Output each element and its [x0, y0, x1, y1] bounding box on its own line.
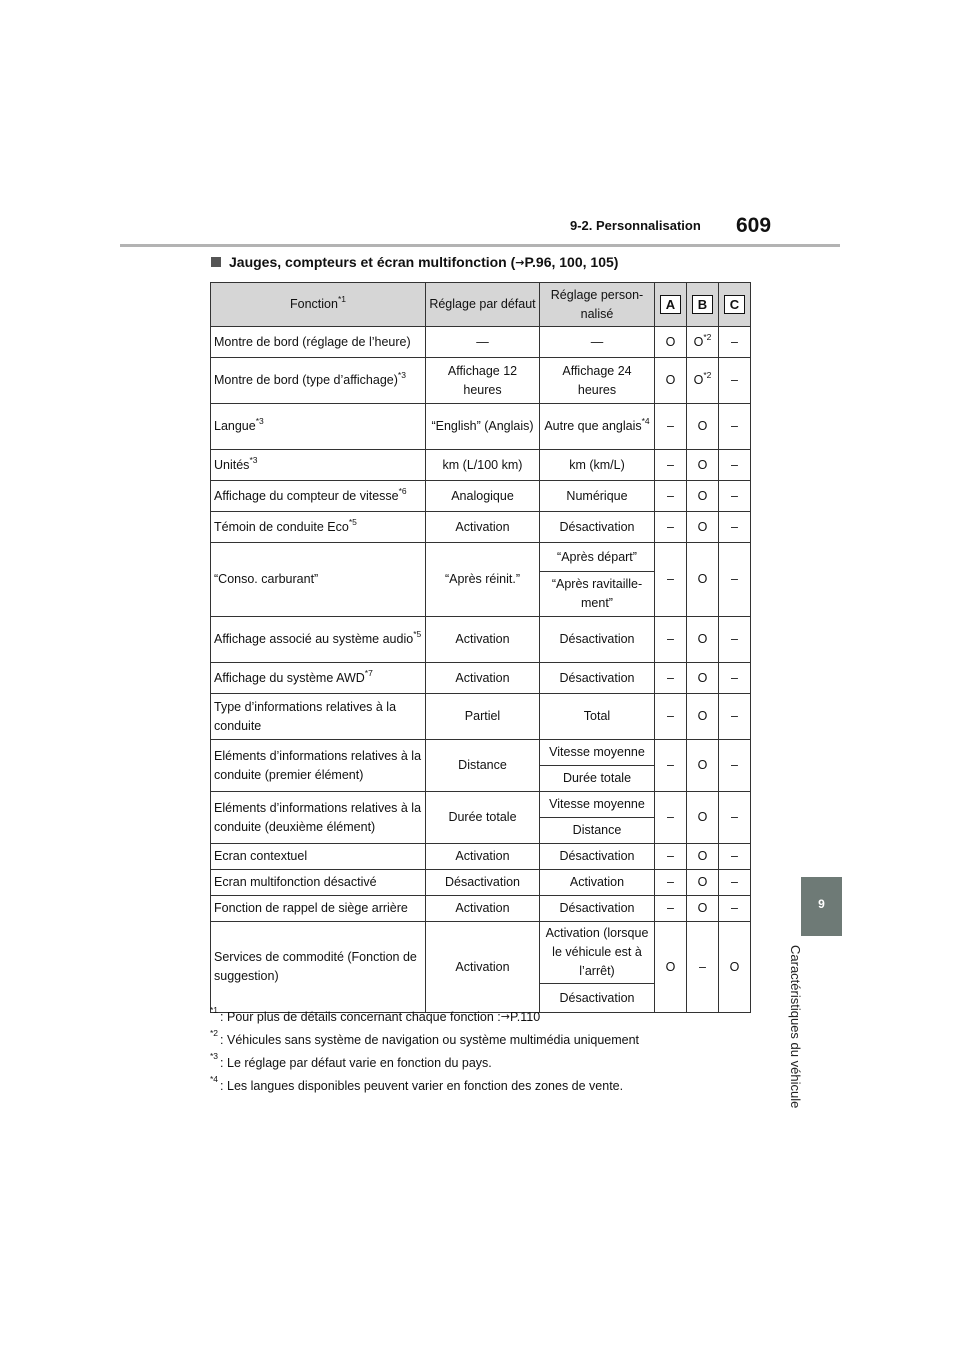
cell-function: Type d’informations relatives à la conduite	[211, 694, 426, 740]
cell-default: Activation	[426, 512, 540, 543]
cell-custom: Désactivation	[540, 896, 655, 922]
reference-arrow-icon: →	[515, 255, 525, 269]
reference-arrow-icon: →	[500, 1010, 511, 1023]
table-row	[211, 870, 751, 896]
table-row	[211, 543, 751, 572]
cell-function: Affichage du système AWD$^{*7}$	[211, 663, 426, 694]
cell-b: O	[687, 792, 719, 844]
cell-default: Analogique	[426, 481, 540, 512]
footnote: *3 : Le réglage par défaut varie en fonction du pays.	[210, 1051, 492, 1070]
chapter-number: 9	[818, 897, 825, 911]
cell-default: Partiel	[426, 694, 540, 740]
cell-a: –	[655, 404, 687, 450]
cell-c: –	[719, 358, 751, 404]
cell-default: Durée totale	[426, 792, 540, 844]
footnote: *2 : Véhicules sans système de navigation ou système multimédia uniquement	[210, 1028, 640, 1047]
cell-a: –	[655, 870, 687, 896]
cell-a: –	[655, 543, 687, 617]
cell-custom: “Après départ”	[540, 543, 655, 572]
cell-c: –	[719, 543, 751, 617]
cell-b: O	[687, 450, 719, 481]
cell-default: Activation	[426, 896, 540, 922]
cell-function: Fonction de rappel de siège arrière	[211, 896, 426, 922]
cell-b: $O^{*2}$	[687, 327, 719, 358]
cell-a: –	[655, 844, 687, 870]
table-row	[211, 740, 751, 766]
cell-b: –	[687, 922, 719, 1013]
cell-function: Ecran multifonction désactivé	[211, 870, 426, 896]
header-function: Fonction$^{*1}$	[211, 283, 426, 327]
footnote: *4 : Les langues disponibles peuvent varier en fonction des zones de vente.	[210, 1074, 624, 1093]
cell-function: Affichage du compteur de vitesse$^{*6}$	[211, 481, 426, 512]
table-row	[211, 358, 751, 404]
cell-custom: Numérique	[540, 481, 655, 512]
cell-default: Activation	[426, 922, 540, 1013]
table-row	[211, 694, 751, 740]
cell-function: Langue$^{*3}$	[211, 404, 426, 450]
cell-c: –	[719, 896, 751, 922]
cell-a: –	[655, 896, 687, 922]
cell-custom: Désactivation	[540, 512, 655, 543]
page-number: 609	[736, 214, 772, 237]
cell-c: –	[719, 792, 751, 844]
table-row	[211, 922, 751, 984]
chapter-label: Caractéristiques du véhicule	[788, 945, 803, 1109]
table-row	[211, 792, 751, 818]
cell-b: O	[687, 740, 719, 792]
cell-a: –	[655, 481, 687, 512]
cell-custom: Durée totale	[540, 766, 655, 792]
cell-default: Activation	[426, 617, 540, 663]
cell-b: O	[687, 896, 719, 922]
box-b-icon: B	[692, 295, 713, 314]
cell-default: Distance	[426, 740, 540, 792]
cell-a: –	[655, 617, 687, 663]
table-row	[211, 450, 751, 481]
cell-custom: Désactivation	[540, 844, 655, 870]
cell-c: –	[719, 450, 751, 481]
header-b	[687, 283, 719, 327]
cell-custom: Distance	[540, 818, 655, 844]
cell-default: “English” (Anglais)	[426, 404, 540, 450]
cell-default: “Après réinit.”	[426, 543, 540, 617]
cell-b: O	[687, 694, 719, 740]
cell-a: –	[655, 450, 687, 481]
header-custom: Réglage person-nalisé	[540, 283, 655, 327]
cell-b: O	[687, 404, 719, 450]
cell-a: –	[655, 740, 687, 792]
cell-b: O	[687, 844, 719, 870]
cell-default: Activation	[426, 663, 540, 694]
cell-function: “Conso. carburant”	[211, 543, 426, 617]
cell-a: –	[655, 694, 687, 740]
cell-c: –	[719, 663, 751, 694]
cell-custom: Désactivation	[540, 984, 655, 1013]
cell-function: Services de commodité (Fonction de suggestion)	[211, 922, 426, 1013]
cell-b: O	[687, 870, 719, 896]
cell-function: Montre de bord (type d’affichage)$^{*3}$	[211, 358, 426, 404]
footnotes	[210, 1005, 640, 1102]
cell-default: Affichage 12 heures	[426, 358, 540, 404]
cell-c: O	[719, 922, 751, 1013]
cell-a: –	[655, 663, 687, 694]
header-section-title: 9-2. Personnalisation	[570, 218, 701, 233]
cell-b: O	[687, 543, 719, 617]
cell-function: Montre de bord (réglage de l’heure)	[211, 327, 426, 358]
section-title-text: Jauges, compteurs et écran multifonction (	[229, 254, 516, 270]
cell-c: –	[719, 512, 751, 543]
table-row	[211, 512, 751, 543]
chapter-tab	[801, 877, 842, 936]
cell-default: —	[426, 327, 540, 358]
table-row	[211, 617, 751, 663]
cell-b: O	[687, 481, 719, 512]
cell-custom: km (km/L)	[540, 450, 655, 481]
cell-default: Désactivation	[426, 870, 540, 896]
cell-custom: “Après ravitaille-ment”	[540, 572, 655, 617]
box-a-icon: A	[660, 295, 681, 314]
cell-custom: Activation (lorsque le véhicule est à l’arrêt)	[540, 922, 655, 984]
table-row	[211, 663, 751, 694]
table-row	[211, 844, 751, 870]
cell-function: Eléments d’informations relatives à la conduite (deuxième élément)	[211, 792, 426, 844]
section-title-ref: P.96, 100, 105)	[524, 254, 619, 270]
box-c-icon: C	[724, 295, 745, 314]
cell-custom: Désactivation	[540, 663, 655, 694]
cell-a: –	[655, 792, 687, 844]
cell-a: –	[655, 512, 687, 543]
footnote: *1 : Pour plus de détails concernant chaque fonction : → P.110	[210, 1005, 541, 1024]
cell-custom: Affichage 24 heures	[540, 358, 655, 404]
cell-c: –	[719, 740, 751, 792]
cell-c: –	[719, 327, 751, 358]
settings-table	[210, 282, 751, 1013]
cell-function: Ecran contextuel	[211, 844, 426, 870]
cell-default: Activation	[426, 844, 540, 870]
cell-function: Eléments d’informations relatives à la conduite (premier élément)	[211, 740, 426, 792]
header-default: Réglage par défaut	[426, 283, 540, 327]
square-bullet-icon	[211, 257, 221, 267]
cell-custom: Activation	[540, 870, 655, 896]
cell-c: –	[719, 481, 751, 512]
cell-function: Affichage associé au système audio$^{*5}$	[211, 617, 426, 663]
section-heading	[211, 254, 618, 270]
cell-custom: Total	[540, 694, 655, 740]
table-row	[211, 327, 751, 358]
cell-custom: Vitesse moyenne	[540, 792, 655, 818]
header-divider	[120, 244, 840, 247]
cell-c: –	[719, 617, 751, 663]
cell-b: O	[687, 617, 719, 663]
cell-c: –	[719, 694, 751, 740]
cell-custom: Désactivation	[540, 617, 655, 663]
table-header-row	[211, 283, 751, 327]
cell-c: –	[719, 404, 751, 450]
cell-function: Témoin de conduite Eco$^{*5}$	[211, 512, 426, 543]
cell-function: Unités$^{*3}$	[211, 450, 426, 481]
cell-a: O	[655, 327, 687, 358]
cell-c: –	[719, 844, 751, 870]
table-row	[211, 481, 751, 512]
cell-b: $O^{*2}$	[687, 358, 719, 404]
table-row	[211, 896, 751, 922]
cell-a: O	[655, 358, 687, 404]
cell-custom: —	[540, 327, 655, 358]
cell-a: O	[655, 922, 687, 1013]
header-a	[655, 283, 687, 327]
table-row	[211, 404, 751, 450]
cell-b: O	[687, 663, 719, 694]
cell-default: km (L/100 km)	[426, 450, 540, 481]
cell-b: O	[687, 512, 719, 543]
header-c	[719, 283, 751, 327]
cell-custom: Autre que anglais$^{*4}$	[540, 404, 655, 450]
cell-custom: Vitesse moyenne	[540, 740, 655, 766]
cell-c: –	[719, 870, 751, 896]
